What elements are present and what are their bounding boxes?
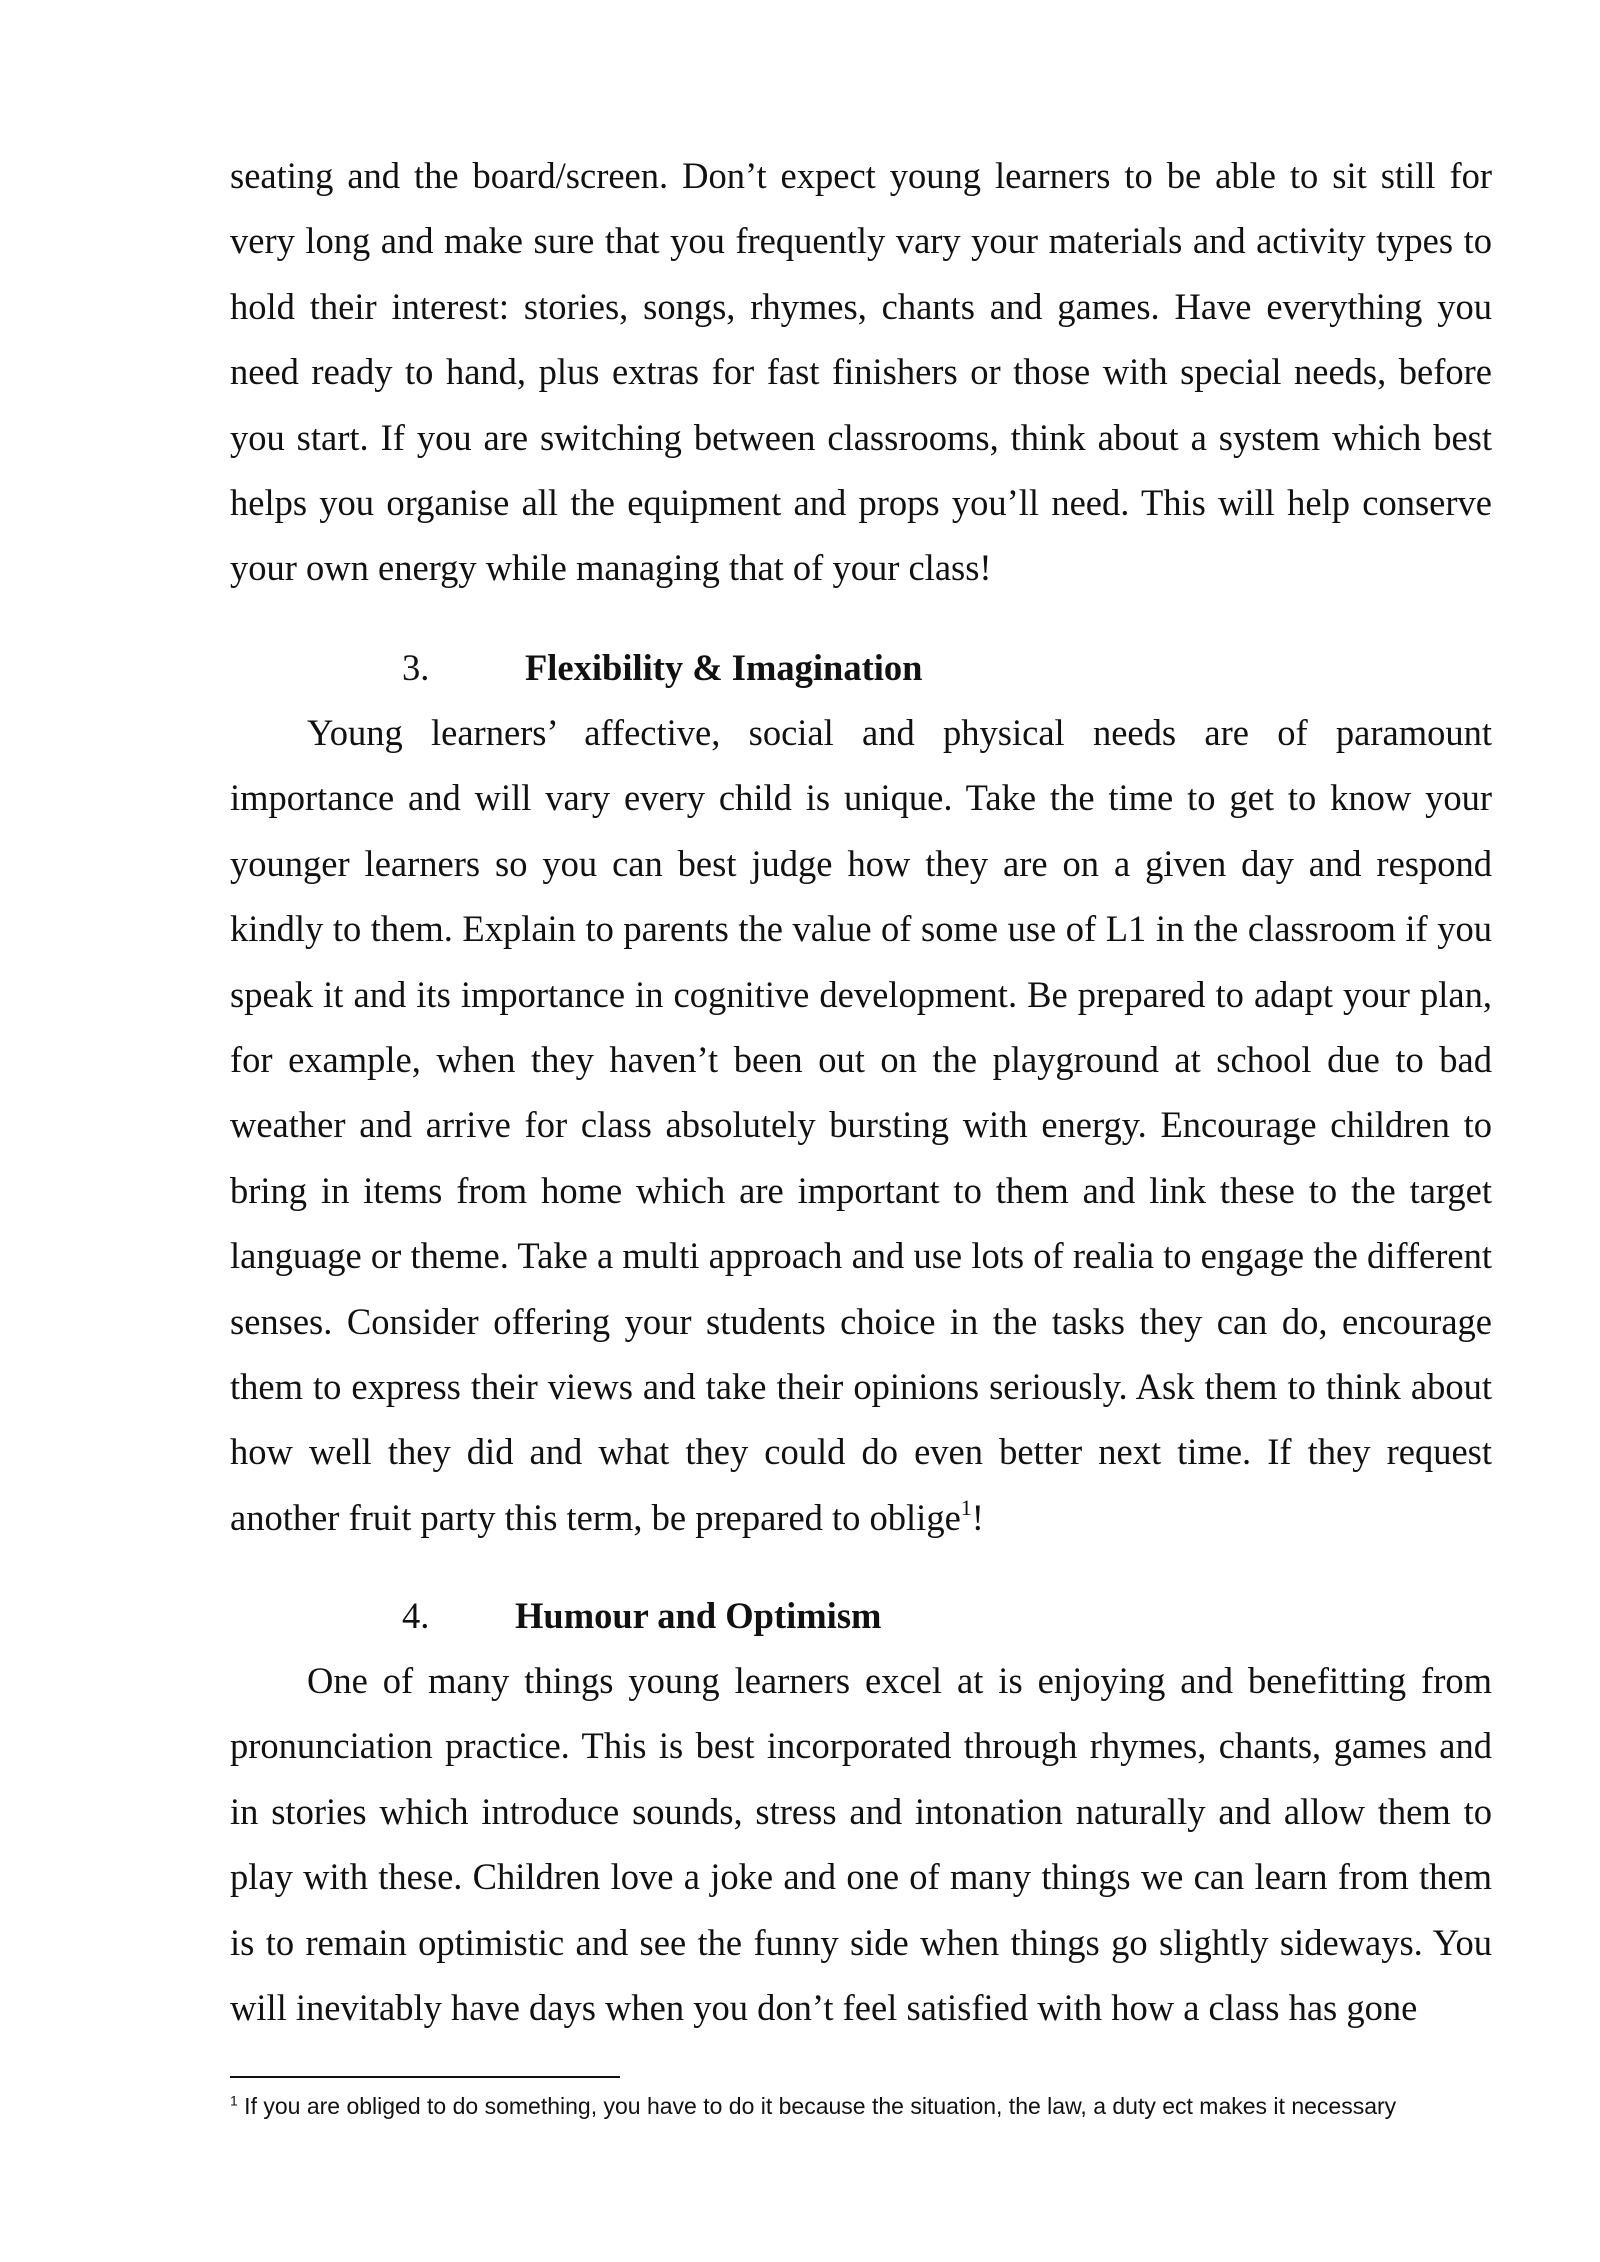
footnote-text: If you are obliged to do something, you have to do it because the situation, the law, a duty ect makes it necessary xyxy=(237,2093,1397,2119)
footnote-marker: 1 xyxy=(230,2092,238,2109)
section-3-number: 3. xyxy=(402,647,430,688)
footnote xyxy=(230,2090,1530,2122)
footnote-separator xyxy=(230,2076,620,2078)
section-3-body-text: Young learners’ affective, social and physical needs are of paramount importance and will vary every child is unique. Take the time to get to know your younger learners so you can best judge how they are on a given day and respond kindly to them. Explain to parents the value of some use of L1 in the classroom if you speak it and its importance in cognitive development. Be prepared to adapt your plan, for example, when they haven’t been out on the playground at school due to bad weather and arrive for class absolutely bursting with energy. Encourage children to bring in items from home which are important to them and link these to the target language or theme. Take a multi approach and use lots of realia to engage the different senses. Consider offering your students choice in the tasks they can do, encourage them to express their views and take their opinions seriously. Ask them to think about how well they did and what they could do even better next time. If they request another fruit party this term, be prepared to oblige xyxy=(230,712,1492,1538)
section-3-body-end: ! xyxy=(971,1496,984,1538)
section-3-title: Flexibility & Imagination xyxy=(525,647,923,688)
section-4-body xyxy=(230,1648,1492,2040)
section-3-body xyxy=(230,700,1492,1550)
section-3-paragraph xyxy=(230,700,1492,1550)
section-4-title: Humour and Optimism xyxy=(515,1595,882,1636)
paragraph-1-text: seating and the board/screen. Don’t expect young learners to be able to sit still for very long and make sure that you frequently vary your materials and activity types to hold their interest: stories, songs, rhymes, chants and games. Have everything you need ready to hand, plus extras for fast finishers or those with special needs, before you start. If you are switching between classrooms, think about a system which best helps you organise all the equipment and props you’ll need. This will help conserve your own energy while managing that of your class! xyxy=(230,155,1492,589)
section-4-number: 4. xyxy=(402,1595,430,1636)
section-4-paragraph: One of many things young learners excel at is enjoying and benefitting from pronunciation practice. This is best incorporated through rhymes, chants, games and in stories which introduce sounds, stress and intonation naturally and allow them to play with these. Children love a joke and one of many things we can learn from them is to remain optimistic and see the funny side when things go slightly sideways. You will inevitably have days when you don’t feel satisfied with how a class has gone xyxy=(230,1660,1492,2029)
footnote-reference: 1 xyxy=(960,1494,972,1520)
paragraph-continuation xyxy=(230,143,1492,601)
